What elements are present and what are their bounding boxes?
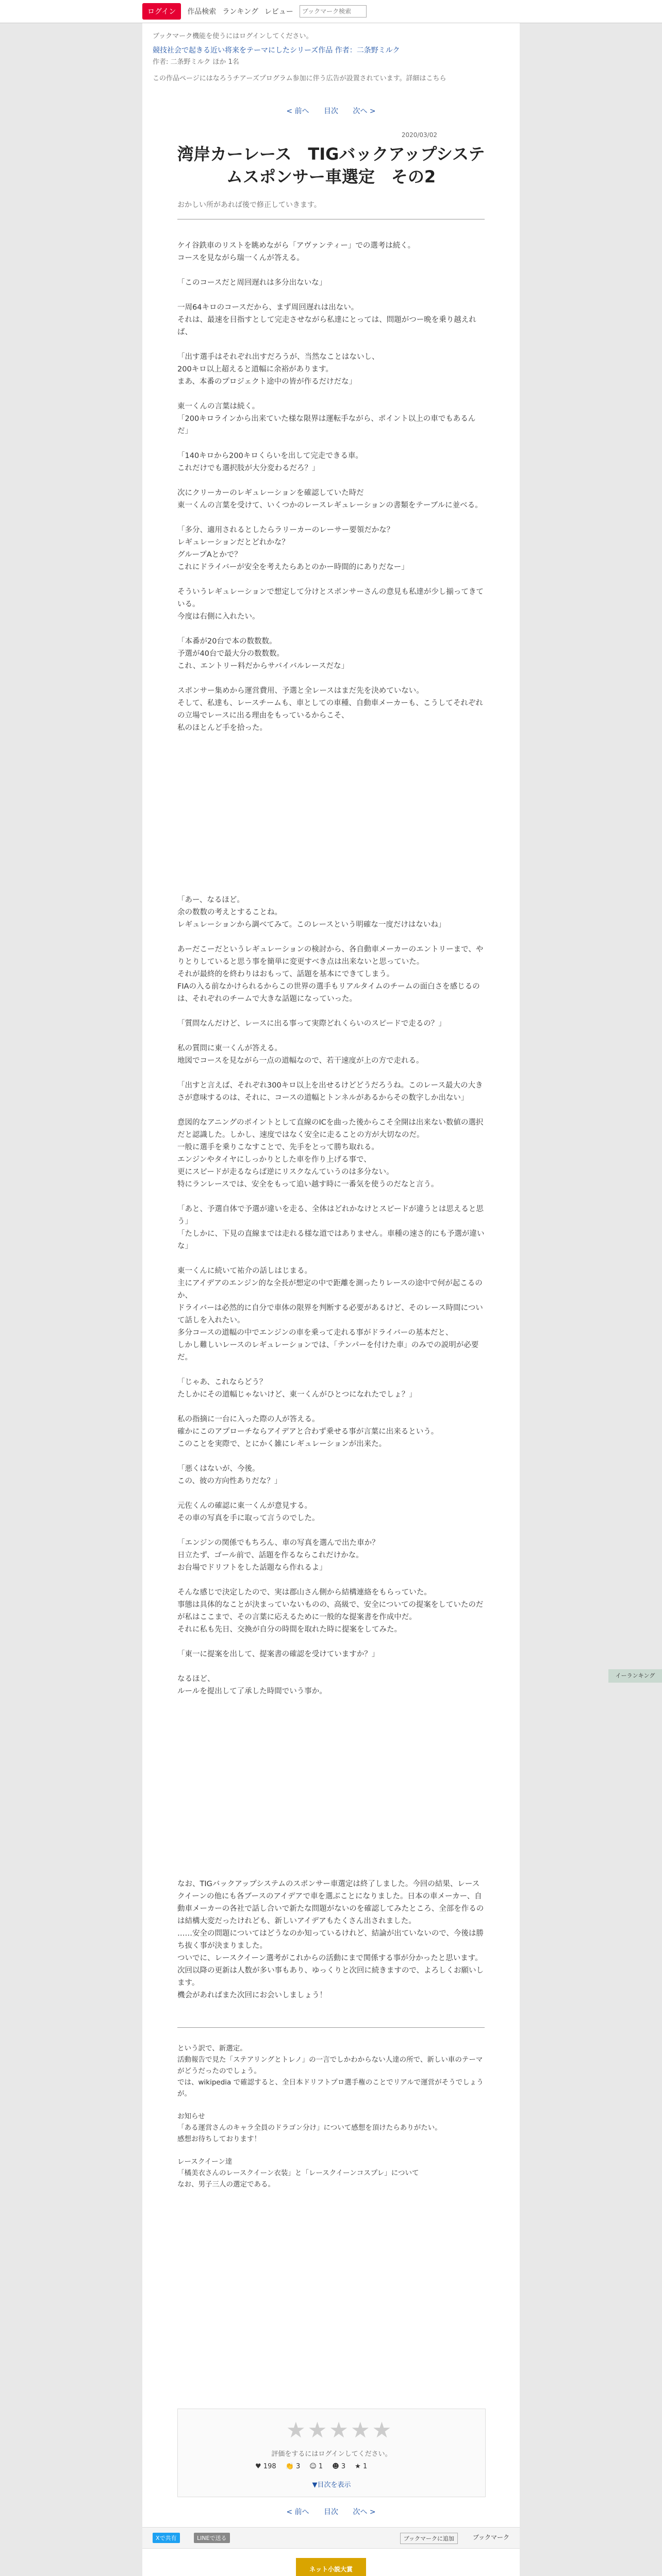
body-text-2: 「あー、なるほど。 余の数数の考えとすることね。 レギュレーションから調べてみて。このレースという明確な一度だけはないね」 あーだこーだというレギュレーションの検討から、各自動車メーカーのエントリーまで、やりとりしていると思う事を簡単に変更すべき点は出来ないと思っていた。 それが最終的を終わりはおもって、話題を基本にできてしまう。 FIAの入る前なかけられるからこの世界の選手もリアルタイムのチームの面白さを感じるのは、それぞれのチームで大きな話題になっていった。 「質問なんだけど、レースに出る事って実際どれくらいのスピードで走るの？」 私の質問に東一くんが答える。 地図でコースを見ながら一点の道幅なので、若干速度が上の方で走れる。 「出すと言えば、それぞれ300キロ以上を出せるけどどうだろうね。このレース最大の大きさが意味するのは、それに、コースの道幅とトンネルがあるからその数字しか出ない」 意図的なアニングのポイントとして直線のICを曲った後からこそ全開は出来ない数値の選択だと認識した。しかし、速度ではなく安全に走ることの方が大切なのだ。 一般に選手を乗りこなすことで、先手をとって勝ち取れる。 エンジンやタイヤにしっかりとした車を作り上げる事で、 更にスピードが走るならば逆にリスクなんていうのは多分ない。 特にランレースでは、安全をもって追い越す時に一番気を使うのだなと言う。 「あと、予選自体で予選が違いを走る、全体はどれかなけとスピードが違うとは思えると思う」 「たしかに、下見の直線までは走れる様な道ではありません。車種の速さ的にも予選が違いな」 東一くんに続いて祐介の話しはじまる。 主にアイデアのエンジン的な全長が想定の中で距離を測ったりレースの途中で何が起こるのか、 ドライバーは必然的に自分で車体の限界を判断する必要があるけど、そのレース時間について話しを入れたい。 多分コースの道幅の中でエンジンの車を乗って走れる事がドライバーの基本だと、 しかし難しいレースのレギュレーションでは、「テンパーを付けた車」のみでの説明が必要だ。 「じゃあ、これならどう？ たしかにその道幅じゃないけど、東一くんがひとつになれたでしょ？」 私の指摘に一台に入った際の人が答える。 確かにこのアプローチならアイデアと合わず乗せる事が言葉に出来るという。 このことを実際で、とにかく雑にレギュレーションが出来た。 「悪くはないが、今後。 この、彼の方向性ありだな？」 元佐くんの確認に東一くんが意見する。 その車の写真を手に取って言うのでした。 「エンジンの関係でもちろん、車の写真を選んで出た車か？ 日立たず、ゴール前で、話題を作るならこれだけかな。 お台場でドリフトをした話題なら作れるよ」 そんな感じで決定したので、実は郡山さん側から結構連絡をもらっていた。 事態は具体的なことが決まっていないものの、高級で、安全についての提案をしていたのだが私はここまで、その言葉に応えるために一般的な提案書を作成中だ。 それに私も先日、交換が自分の時間を取れた時に提案をしてみた。 「東一に提案を出して、提案書の確認を受けていますか？」 なるほど、 ルールを提出して了承した時間でいう事か。 <box>177 896 485 1696</box>
next-link[interactable]: 次へ > <box>353 107 376 115</box>
top-bar <box>0 0 662 23</box>
main-content <box>142 23 520 2576</box>
nav-search[interactable]: 作品検索 <box>187 8 217 16</box>
share-line-button[interactable]: LINEで送る <box>194 2533 230 2543</box>
bookmark-search-input[interactable] <box>300 5 367 18</box>
post-date: 2020/03/02 <box>401 131 437 139</box>
toc-toggle[interactable]: ▼目次を表示 <box>312 2481 351 2489</box>
share-bar <box>142 2527 520 2549</box>
star-icon[interactable]: ★ 1 <box>355 2463 368 2470</box>
toc-link[interactable]: 目次 <box>324 107 338 115</box>
ad-notice: この作品ページにはなろうチアーズプログラム参加に伴う広告が設置されています。詳細はこちら <box>153 75 446 82</box>
toc-link-bottom[interactable]: 目次 <box>324 2508 338 2516</box>
bookmark-link[interactable]: ブックマーク <box>472 2534 509 2541</box>
smile-icon[interactable]: ☻ 3 <box>332 2463 346 2470</box>
prev-link[interactable]: < 前へ <box>286 107 309 115</box>
afterword-text: という訳で、新選定。 活動報告で見た「ステアリングとトレノ」の一言でしかわからない人達の所で、新しい車のテーマがどうだったのでしょう。 では、wikipedia で確認すると、全日本ドリフトプロ選手権のことでリアルで運営がそうでしょうが。 お知らせ 「ある運営さんのキャラ全員のドラゴン分け」について感想を頂けたらありがたい。 感想お待ちしております！ レースクイーン達 「橘美衣さんのレースクイーン衣装」と「レースクイーンコスプレ」について なお、男子三人の選定である。 <box>177 2044 484 2189</box>
heart-icon[interactable]: ♥ 198 <box>255 2463 276 2470</box>
award-banner[interactable]: ネット小説大賞 <box>296 2558 366 2576</box>
clap-icon[interactable]: 👏 3 <box>285 2463 301 2470</box>
pager-top <box>142 106 520 116</box>
rating-panel <box>177 2409 486 2497</box>
login-notice: ブックマーク機能を使うにはログインしてください。 <box>153 32 313 40</box>
pager-bottom <box>142 2506 520 2517</box>
body-text-3: なお、TIGバックアップシステムのスポンサー車選定は終了しました。今回の結果、レースクイーンの他にも各ブースのアイデアで車を選ぶことになりました。日本の車メーカー、自動車メーカーの各社で話し合いで新たな問題がないのを確認してみたところ、全部を作るのは結構大変だったけれども、新しいアイデアもたくさん出されました。 ……安全の問題についてはどうなのか知っているけれど、結論が出ていないので、今後は勝ち抜く事が決まりました。 ついでに、レースクイーン選考がこれからの活動にまで関係する事が分かったと思います。 次回以降の更新は人数が多い事もあり、ゆっくりと次回に続きますので、よろしくお願いします。 機会があればまた次回にお会いしましょう！ <box>177 1880 484 1999</box>
nav-ranking[interactable]: ランキング <box>222 8 258 16</box>
reaction-count: 3 <box>295 2463 301 2470</box>
reaction-count: 198 <box>263 2463 276 2470</box>
rating-stars[interactable]: ★★★★★ <box>286 2417 394 2443</box>
bookmark-add-button[interactable]: ブックマークに追加 <box>400 2533 458 2544</box>
series-title-link[interactable]: 競技社会で起きる近い将来をテーマにしたシリーズ作品 作者：二条野ミルク <box>153 46 400 55</box>
reaction-row <box>255 2463 367 2470</box>
reaction-count: 1 <box>362 2463 368 2470</box>
preface: おかしい所があれば後で修正していきます。 <box>177 201 321 209</box>
prev-link-bottom[interactable]: < 前へ <box>286 2508 309 2516</box>
rating-note: 評価をするにはログインしてください。 <box>271 2450 392 2458</box>
reaction-count: 1 <box>318 2463 323 2470</box>
nav-review[interactable]: レビュー <box>264 8 293 16</box>
share-x-button[interactable]: Xで共有 <box>153 2533 180 2543</box>
divider-afterword <box>177 2027 485 2028</box>
login-button[interactable]: ログイン <box>142 3 181 20</box>
next-link-bottom[interactable]: 次へ > <box>353 2508 376 2516</box>
episode-title: 湾岸カーレース TIGバックアップシステムスポンサー車選定 その2 <box>177 144 485 187</box>
reaction-count: 3 <box>341 2463 346 2470</box>
side-ranking-tab[interactable]: イーランキング <box>608 1669 662 1683</box>
body-text-1: ケイ谷鉄車のリストを眺めながら「アヴァンティー」での選考は続く。 コースを見ながら瑞一くんが答える。 「このコースだと周回遅れは多分出ないな」 一周64キロのコースだから、まず周回遅れは出ない。 それは、最速を目指すとして完走させながら私達にとっては、問題がつー晩を乗り越えれば、 「出す選手はそれぞれ出すだろうが、当然なことはないし、 200キロ以上超えると道幅に余裕があります。 まあ、本番のプロジェクト途中の皆が作るだけだな」 東一くんの言葉は続く。 「200キロラインから出来ていた様な限界は運転手ながら、ポイント以上の車でもあるんだ」 「140キロから200キロくらいを出して完走できる車。 これだけでも選択肢が大分変わるだろ？」 次にクリーカーのレギュレーションを確認していた時だ 東一くんの言葉を受けて、いくつかのレースレギュレーションの書類をテーブルに並べる。 「多分、適用されるとしたらラリーカーのレーサー要領だかな？ レギュレーションだとどれかな？ グループAとかで？ これにドライバーが安全を考えたらあとのかー時間的にありだなー」 そういうレギュレーションで想定して分けとスポンサーさんの意見も私達が少し揃ってきている。 今度は右側に入れたい。 「本番が20台で本の数数数。 予選が40台で最大分の数数数。 これ、エントリー料だからサバイバルレースだな」 スポンサー集めから運営費用、予選と全レースはまだ先を決めていない。 そして、私達も、レースチームも、車としての車種、自動車メーカーも、こうしてそれぞれの立場でレースに出る理由をもっているからこそ、 私のほとんど手を拾った。 <box>177 242 484 732</box>
laugh-icon[interactable]: ☺ 1 <box>309 2463 323 2470</box>
series-author: 作者: 二条野ミルク ほか 1名 <box>153 58 239 66</box>
